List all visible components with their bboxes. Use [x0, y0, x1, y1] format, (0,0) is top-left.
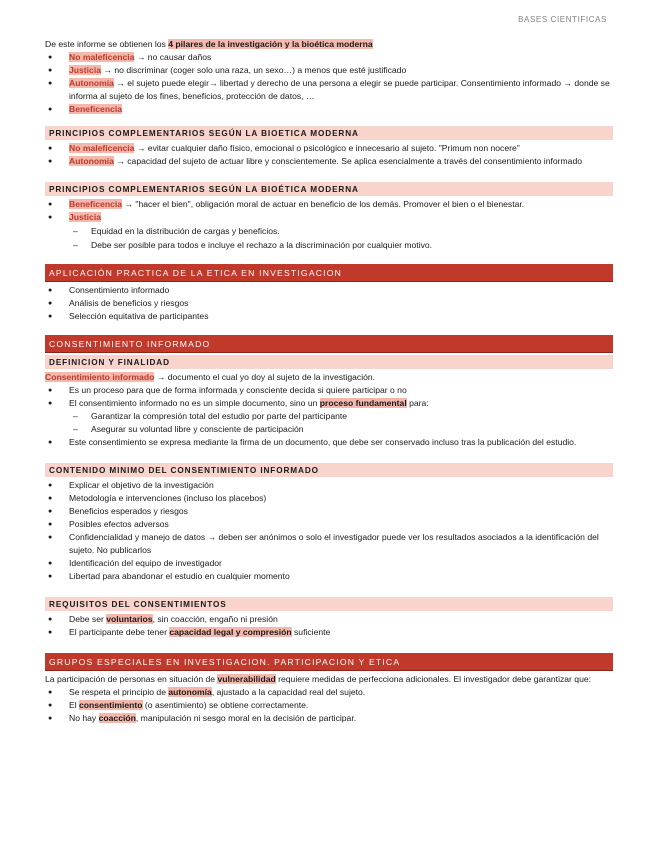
list-item: ● Posibles efectos adversos — [45, 518, 613, 531]
list-item: ● El consentimiento (o asentimiento) se obtiene correctamente. — [45, 699, 613, 712]
list-item: ● Explicar el objetivo de la investigación — [45, 479, 613, 492]
list-item: ● Libertad para abandonar el estudio en cualquier momento — [45, 570, 613, 583]
list-item: ● Beneficencia — [45, 103, 613, 116]
definition-lead: Consentimiento informado → documento el cual yo doy al sujeto de la investigación. — [45, 372, 376, 382]
list-item: ● El consentimiento informado no es un simple documento, sino un proceso fundamental para: — [45, 397, 613, 410]
list-item: ● Metodología e intervenciones (incluso los placebos) — [45, 492, 613, 505]
list-item: ● Consentimiento informado — [45, 284, 613, 297]
list-item: ● Este consentimiento se expresa mediante la firma de un documento, que debe ser conservado incluso tras la publicación del estudio. — [45, 436, 613, 449]
list-item: ● Selección equitativa de participantes — [45, 310, 613, 323]
section-contenido-minimo — [45, 463, 613, 583]
list-item: ● Beneficios esperados y riesgos — [45, 505, 613, 518]
section-heading: PRINCIPIOS COMPLEMENTARIOS SEGÚN LA BIOÉTICA MODERNA — [45, 182, 613, 196]
list-item: ● Debe ser voluntarios, sin coacción, engaño ni presión — [45, 613, 613, 626]
section-requisitos — [45, 597, 613, 639]
dash-item: – Garantizar la compresión total del estudio por parte del participante — [45, 410, 613, 423]
section-consentimiento — [45, 335, 613, 449]
list-item: ● Es un proceso para que de forma informada y consciente decida si quiere participar o no — [45, 384, 613, 397]
list-item: ● El participante debe tener capacidad legal y compresión suficiente — [45, 626, 613, 639]
dash-item: – Equidad en la distribución de cargas y beneficios. — [45, 225, 613, 238]
list-item: ● Autonomía → capacidad del sujeto de actuar libre y conscientemente. Se aplica esencialmente a través del consentimiento informado — [45, 155, 613, 168]
section-principios-1 — [45, 126, 613, 168]
intro-lead: De este informe se obtienen los 4 pilares de la investigación y la bioética moderna — [45, 39, 373, 49]
intro-list — [45, 51, 613, 116]
list-item: ● Análisis de beneficios y riesgos — [45, 297, 613, 310]
section-heading: GRUPOS ESPECIALES EN INVESTIGACION. PARTICIPACION Y ETICA — [45, 653, 613, 671]
dash-item: – Debe ser posible para todos e incluye el rechazo a la discriminación por cualquier motivo. — [45, 239, 613, 252]
list-item: ● Justicia → no discriminar (coger solo una raza, un sexo…) a menos que esté justificado — [45, 64, 613, 77]
document-page — [45, 0, 613, 725]
list-item: ● No maleficencia → no causar daños — [45, 51, 613, 64]
section-heading: CONSENTIMIENTO INFORMADO — [45, 335, 613, 353]
section-aplicacion — [45, 264, 613, 323]
list-item: ● Justicia — [45, 211, 613, 224]
section-heading: PRINCIPIOS COMPLEMENTARIOS SEGÚN LA BIOETICA MODERNA — [45, 126, 613, 140]
list-item: ● Se respeta el principio de autonomía, ajustado a la capacidad real del sujeto. — [45, 686, 613, 699]
intro-block — [45, 38, 613, 116]
list-item: ● Confidencialidad y manejo de datos → deben ser anónimos o solo el investigador puede ver los resultados asociados a la identificación del sujeto. No publicarlos — [45, 531, 613, 557]
section-heading: CONTENIDO MINIMO DEL CONSENTIMIENTO INFORMADO — [45, 463, 613, 477]
list-item: ● Autonomía → el sujeto puede elegir→ libertad y derecho de una persona a elegir se puede participar. Consentimiento informado → donde se informa al sujeto de los fines, beneficios, protección de datos, … — [45, 77, 613, 103]
list-item: ● Beneficencia → "hacer el bien", obligación moral de actuar en beneficio de los demás. Promover el bien o el bienestar. — [45, 198, 613, 211]
list-item: ● Identificación del equipo de investigador — [45, 557, 613, 570]
list-item: ● No hay coacción, manipulación ni sesgo moral en la decisión de participar. — [45, 712, 613, 725]
running-header: BASES CIENTIFICAS — [518, 15, 607, 24]
section-principios-2 — [45, 182, 613, 252]
section-heading: REQUISITOS DEL CONSENTIMIENTOS — [45, 597, 613, 611]
dash-item: – Asegurar su voluntad libre y consciente de participación — [45, 423, 613, 436]
subsection-heading: DEFINICION Y FINALIDAD — [45, 355, 613, 369]
section-grupos-especiales — [45, 653, 613, 725]
list-item: ● No maleficencia → evitar cualquier daño físico, emocional o psicológico e innecesario al sujeto. "Primum non nocere" — [45, 142, 613, 155]
vulnerabilidad-lead: La participación de personas en situación de vulnerabilidad requiere medidas de perfecciona adicionales. El investigador debe garantizar que: — [45, 674, 592, 684]
section-heading: APLICACIÓN PRACTICA DE LA ETICA EN INVESTIGACION — [45, 264, 613, 282]
